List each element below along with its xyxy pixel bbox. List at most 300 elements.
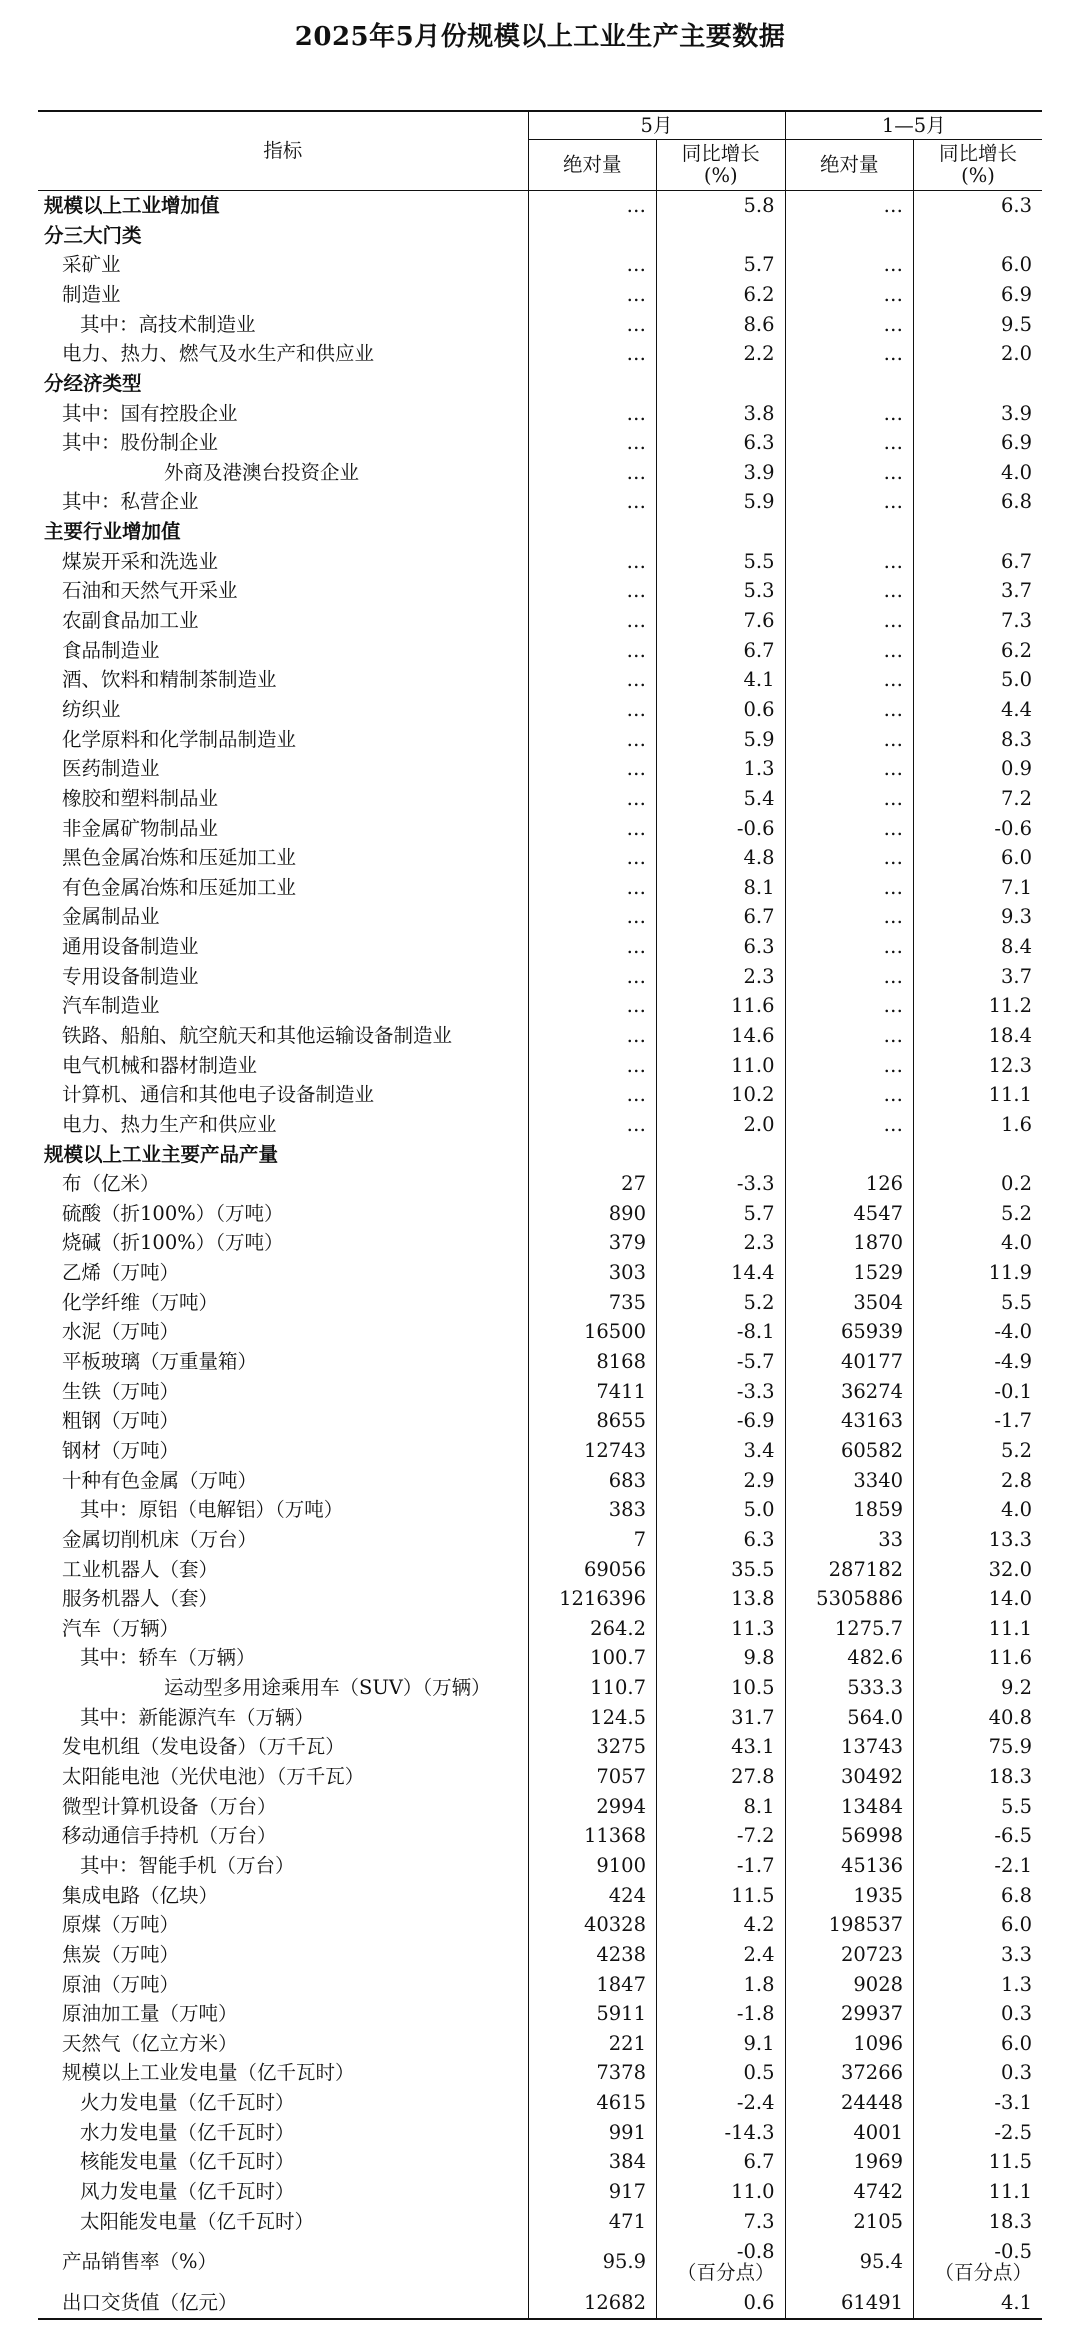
cell-value: … (626, 194, 646, 218)
jan-may-absolute-cell (785, 991, 914, 1021)
cell-value: 5.5 (1001, 1794, 1033, 1818)
row-label: 其中：国有控股企业 (38, 398, 528, 428)
table-row (38, 1525, 1042, 1555)
table-row (38, 725, 1042, 755)
may-absolute-cell (528, 369, 657, 399)
table-row (38, 1703, 1042, 1733)
cell-value: 11.5 (731, 1883, 775, 1907)
jan-may-absolute-cell (785, 1495, 914, 1525)
cell-value: 4.0 (1001, 1498, 1033, 1522)
indicator-header: 指标 (38, 111, 528, 191)
row-label: 水力发电量（亿千瓦时） (38, 2118, 528, 2148)
cell-value: 7057 (596, 1765, 646, 1789)
cell-value: 6.2 (1001, 638, 1033, 662)
may-absolute-cell (528, 250, 657, 280)
may-yoy-cell (657, 2288, 786, 2319)
cell-value: 11.2 (988, 994, 1033, 1018)
cell-value: 5.0 (743, 1498, 775, 1522)
may-absolute-cell (528, 1940, 657, 1970)
jan-may-absolute-cell (785, 1821, 914, 1851)
cell-value: … (883, 786, 904, 810)
cell-value: 18.3 (988, 2209, 1033, 2233)
cell-value: 2.0 (1001, 342, 1033, 366)
cell-value: 11.9 (988, 1261, 1033, 1285)
cell-value: 1969 (853, 2150, 904, 2174)
cell-value: -2.4 (736, 2091, 775, 2115)
cell-value: … (883, 253, 904, 277)
may-yoy-cell (657, 1080, 786, 1110)
cell-value: 69056 (583, 1557, 646, 1581)
table-header (38, 111, 1042, 191)
cell-value: 4001 (853, 2120, 904, 2144)
cell-value: 5.2 (743, 1290, 775, 1314)
cell-value: … (883, 727, 904, 751)
cell-value: 7378 (596, 2061, 646, 2085)
jan-may-yoy-cell (914, 517, 1043, 547)
jan-may-yoy-cell (914, 1999, 1043, 2029)
row-label: 其中：轿车（万辆） (38, 1643, 528, 1673)
row-label: 纺织业 (38, 695, 528, 725)
jan-may-absolute-cell (785, 1643, 914, 1673)
may-absolute-cell (528, 1999, 657, 2029)
cell-value: 0.6 (743, 2291, 775, 2315)
may-yoy-cell (657, 1792, 786, 1822)
table-row (38, 902, 1042, 932)
cell-value: -2.5 (994, 2120, 1033, 2144)
cell-value: 5.2 (1001, 1201, 1033, 1225)
table-row (38, 1258, 1042, 1288)
may-yoy-cell (657, 695, 786, 725)
cell-value: 2.9 (743, 1468, 775, 1492)
cell-value: -3.3 (736, 1172, 775, 1196)
section-row (38, 517, 1042, 547)
row-label: 火力发电量（亿千瓦时） (38, 2088, 528, 2118)
cell-value: … (626, 697, 646, 721)
cell-value: 4238 (596, 1942, 646, 1966)
cell-value: 40.8 (988, 1705, 1033, 1729)
cell-value: 4742 (853, 2179, 904, 2203)
jan-may-yoy-cell (914, 1732, 1043, 1762)
cell-value: -1.7 (994, 1409, 1033, 1433)
cell-value: 3340 (853, 1468, 904, 1492)
jan-may-yoy-cell (914, 1495, 1043, 1525)
may-yoy-cell (657, 221, 786, 251)
jan-may-absolute-cell (785, 2236, 914, 2288)
table-row (38, 873, 1042, 903)
jan-may-yoy-cell (914, 1140, 1043, 1170)
jan-may-yoy-cell (914, 1021, 1043, 1051)
cell-value: 7.3 (743, 2209, 775, 2233)
jan-may-yoy-cell (914, 310, 1043, 340)
cell-value: 4.1 (1001, 2291, 1033, 2315)
may-absolute-cell (528, 1910, 657, 1940)
may-absolute-cell (528, 1317, 657, 1347)
table-row (38, 1792, 1042, 1822)
may-absolute-cell (528, 458, 657, 488)
jan-may-yoy-cell (914, 2088, 1043, 2118)
jan-may-yoy-cell (914, 1169, 1043, 1199)
jan-may-yoy-cell (914, 754, 1043, 784)
table-row (38, 1406, 1042, 1436)
cell-value: 6.0 (1001, 2031, 1033, 2055)
table-row (38, 1584, 1042, 1614)
jan-may-yoy-cell (914, 813, 1043, 843)
cell-value: … (883, 668, 904, 692)
cell-value: 564.0 (847, 1705, 904, 1729)
may-yoy-cell (657, 1940, 786, 1970)
cell-value: 303 (608, 1261, 646, 1285)
table-row (38, 339, 1042, 369)
may-absolute-cell (528, 606, 657, 636)
cell-value: 7.3 (1001, 609, 1033, 633)
cell-value: 40177 (840, 1350, 904, 1374)
jan-may-absolute-cell (785, 1080, 914, 1110)
table-row (38, 1881, 1042, 1911)
jan-may-yoy-cell (914, 1821, 1043, 1851)
may-absolute-cell (528, 1732, 657, 1762)
may-yoy-cell (657, 1614, 786, 1644)
jan-may-yoy-header: 同比增长 (%) (914, 140, 1043, 191)
cell-value: 1096 (853, 2031, 904, 2055)
cell-value: 9.3 (1001, 905, 1033, 929)
table-row (38, 636, 1042, 666)
may-absolute-cell (528, 1051, 657, 1081)
row-label: 酒、饮料和精制茶制造业 (38, 665, 528, 695)
cell-value: 61491 (840, 2291, 904, 2315)
may-yoy-cell (657, 902, 786, 932)
jan-may-yoy-cell (914, 784, 1043, 814)
cell-value: 5.8 (743, 194, 775, 218)
may-absolute-cell (528, 754, 657, 784)
cell-value: … (626, 964, 646, 988)
row-label: 汽车制造业 (38, 991, 528, 1021)
table-row (38, 1614, 1042, 1644)
cell-value: 6.7 (743, 638, 775, 662)
row-label: 原油加工量（万吨） (38, 1999, 528, 2029)
jan-may-absolute-cell (785, 398, 914, 428)
jan-may-yoy-cell (914, 1792, 1043, 1822)
table-row (38, 1554, 1042, 1584)
cell-value: 14.4 (731, 1261, 775, 1285)
row-label: 非金属矿物制品业 (38, 813, 528, 843)
may-yoy-cell (657, 458, 786, 488)
jan-may-absolute-cell (785, 1762, 914, 1792)
jan-may-yoy-cell (914, 1940, 1043, 1970)
cell-value: … (883, 905, 904, 929)
cell-value: … (883, 1053, 904, 1077)
jan-may-yoy-cell (914, 1406, 1043, 1436)
table-row (38, 2118, 1042, 2148)
may-yoy-cell (657, 517, 786, 547)
cell-value: 9028 (853, 1972, 904, 1996)
cell-value: 30492 (840, 1765, 904, 1789)
cell-value: 6.2 (743, 282, 775, 306)
table-row (38, 398, 1042, 428)
table-row (38, 1110, 1042, 1140)
jan-may-absolute-cell (785, 280, 914, 310)
jan-may-yoy-cell (914, 1762, 1043, 1792)
cell-value: 75.9 (988, 1735, 1033, 1759)
may-absolute-cell (528, 428, 657, 458)
cell-value: … (626, 549, 646, 573)
may-absolute-cell (528, 843, 657, 873)
cell-value: 9.8 (743, 1646, 775, 1670)
may-yoy-cell (657, 754, 786, 784)
jan-may-yoy-cell (914, 1851, 1043, 1881)
cell-value: 29937 (840, 2002, 904, 2026)
row-label: 核能发电量（亿千瓦时） (38, 2147, 528, 2177)
cell-value: 1859 (853, 1498, 904, 1522)
jan-may-absolute-cell (785, 695, 914, 725)
cell-value: 8.6 (743, 312, 775, 336)
cell-value: 43.1 (731, 1735, 775, 1759)
cell-value: … (626, 816, 646, 840)
cell-value: 110.7 (590, 1676, 646, 1700)
cell-value: … (626, 282, 646, 306)
table-row (38, 2029, 1042, 2059)
cell-value: 5.9 (743, 727, 775, 751)
cell-value: 8.3 (1001, 727, 1033, 751)
jan-may-yoy-cell (914, 873, 1043, 903)
may-absolute-cell (528, 1703, 657, 1733)
cell-value: 0.2 (1001, 1172, 1033, 1196)
cell-value: 1.8 (743, 1972, 775, 1996)
jan-may-yoy-cell (914, 1288, 1043, 1318)
cell-value: 13.3 (988, 1527, 1033, 1551)
cell-value: 13484 (840, 1794, 904, 1818)
jan-may-absolute-cell (785, 339, 914, 369)
row-label: 移动通信手持机（万台） (38, 1821, 528, 1851)
table-row (38, 1673, 1042, 1703)
cell-value: … (883, 1083, 904, 1107)
cell-value: 6.8 (1001, 490, 1033, 514)
cell-value: -1.8 (736, 2002, 775, 2026)
row-label: 金属切削机床（万台） (38, 1525, 528, 1555)
may-absolute-cell (528, 1288, 657, 1318)
may-yoy-cell (657, 1021, 786, 1051)
jan-may-yoy-cell (914, 695, 1043, 725)
may-yoy-cell (657, 991, 786, 1021)
may-absolute-cell (528, 280, 657, 310)
table-row (38, 1169, 1042, 1199)
table-row (38, 2288, 1042, 2319)
cell-value: 221 (608, 2031, 646, 2055)
cell-value: … (626, 401, 646, 425)
cell-value: 3.8 (743, 401, 775, 425)
table-row (38, 487, 1042, 517)
cell-value: … (883, 994, 904, 1018)
may-absolute-cell (528, 1466, 657, 1496)
row-label: 布（亿米） (38, 1169, 528, 1199)
row-label: 通用设备制造业 (38, 932, 528, 962)
cell-value: 2.0 (743, 1112, 775, 1136)
cell-value: -1.7 (736, 1853, 775, 1877)
may-absolute-cell (528, 1881, 657, 1911)
cell-value: -6.9 (736, 1409, 775, 1433)
jan-may-absolute-cell (785, 2088, 914, 2118)
table-row (38, 932, 1042, 962)
jan-may-yoy-cell (914, 576, 1043, 606)
cell-value: 16500 (583, 1320, 646, 1344)
cell-value: 45136 (840, 1853, 904, 1877)
cell-value: 9.1 (743, 2031, 775, 2055)
cell-value: 9.5 (1001, 312, 1033, 336)
may-yoy-cell (657, 1851, 786, 1881)
cell-value: 6.0 (1001, 846, 1033, 870)
cell-value: … (626, 727, 646, 751)
row-label: 有色金属冶炼和压延加工业 (38, 873, 528, 903)
jan-may-yoy-cell (914, 2236, 1043, 2288)
may-yoy-cell (657, 1466, 786, 1496)
cell-value: 11.1 (988, 2179, 1033, 2203)
cell-value: -14.3 (724, 2120, 775, 2144)
may-absolute-cell (528, 1673, 657, 1703)
cell-value: … (626, 1083, 646, 1107)
cell-value: 0.3 (1001, 2002, 1033, 2026)
jan-may-absolute-cell (785, 1466, 914, 1496)
jan-may-yoy-cell (914, 1051, 1043, 1081)
cell-value: 65939 (840, 1320, 904, 1344)
jan-may-absolute-cell (785, 665, 914, 695)
may-absolute-cell (528, 932, 657, 962)
row-label: 生铁（万吨） (38, 1377, 528, 1407)
cell-value: … (626, 609, 646, 633)
may-yoy-cell (657, 1288, 786, 1318)
may-absolute-cell (528, 1762, 657, 1792)
may-yoy-cell (657, 1732, 786, 1762)
table-row (38, 1317, 1042, 1347)
table-row (38, 1377, 1042, 1407)
jan-may-absolute-cell (785, 2177, 914, 2207)
may-yoy-cell (657, 280, 786, 310)
cell-value: 4.0 (1001, 1231, 1033, 1255)
cell-value: 95.9 (602, 2250, 646, 2274)
may-absolute-header: 绝对量 (528, 140, 657, 191)
cell-value: 6.0 (1001, 1913, 1033, 1937)
cell-value: 8.1 (743, 1794, 775, 1818)
cell-value: -4.9 (994, 1350, 1033, 1374)
cell-value: 11.0 (731, 2179, 775, 2203)
cell-value: … (883, 431, 904, 455)
jan-may-yoy-cell (914, 1673, 1043, 1703)
may-absolute-cell (528, 1584, 657, 1614)
table-row (38, 695, 1042, 725)
cell-value: -2.1 (994, 1853, 1033, 1877)
cell-value: 890 (608, 1201, 646, 1225)
may-absolute-cell (528, 1406, 657, 1436)
cell-value: 5.7 (743, 1201, 775, 1225)
may-yoy-cell (657, 1317, 786, 1347)
may-absolute-cell (528, 1021, 657, 1051)
may-yoy-cell (657, 1258, 786, 1288)
may-yoy-cell (657, 1377, 786, 1407)
jan-may-absolute-cell (785, 2147, 914, 2177)
jan-may-yoy-cell (914, 1525, 1043, 1555)
cell-value: 43163 (840, 1409, 904, 1433)
table-row (38, 1080, 1042, 1110)
table-row (38, 1466, 1042, 1496)
cell-value: … (883, 1112, 904, 1136)
table-row (38, 606, 1042, 636)
cell-value: 3.7 (1001, 579, 1033, 603)
jan-may-absolute-cell (785, 813, 914, 843)
cell-value: … (883, 194, 904, 218)
cell-value: 1870 (853, 1231, 904, 1255)
jan-may-yoy-cell (914, 2147, 1043, 2177)
table-row (38, 1821, 1042, 1851)
cell-value: 11.0 (731, 1053, 775, 1077)
may-yoy-cell (657, 2118, 786, 2148)
may-yoy-cell (657, 398, 786, 428)
table-row (38, 1910, 1042, 1940)
may-absolute-cell (528, 1643, 657, 1673)
cell-value: … (883, 757, 904, 781)
cell-value: … (883, 342, 904, 366)
jan-may-absolute-cell (785, 1614, 914, 1644)
cell-value: … (626, 431, 646, 455)
cell-value: 5.7 (743, 253, 775, 277)
row-label: 其中：智能手机（万台） (38, 1851, 528, 1881)
cell-value: 33 (878, 1527, 904, 1551)
cell-value: 8168 (596, 1350, 646, 1374)
may-header: 5月 (528, 111, 785, 140)
table-row (38, 1732, 1042, 1762)
cell-value: -5.7 (736, 1350, 775, 1374)
may-absolute-cell (528, 576, 657, 606)
jan-may-absolute-cell (785, 428, 914, 458)
may-absolute-cell (528, 1347, 657, 1377)
may-yoy-cell (657, 1554, 786, 1584)
cell-value: 482.6 (847, 1646, 904, 1670)
row-label: 天然气（亿立方米） (38, 2029, 528, 2059)
table-row (38, 2147, 1042, 2177)
jan-may-yoy-cell (914, 369, 1043, 399)
may-yoy-cell (657, 369, 786, 399)
may-yoy-cell (657, 636, 786, 666)
cell-value: -0.6 (994, 816, 1033, 840)
may-absolute-cell (528, 221, 657, 251)
jan-may-yoy-cell (914, 1643, 1043, 1673)
may-absolute-cell (528, 1436, 657, 1466)
cell-value: 6.7 (743, 905, 775, 929)
jan-may-absolute-cell (785, 1673, 914, 1703)
jan-may-yoy-cell (914, 339, 1043, 369)
cell-value: 6.7 (743, 2150, 775, 2174)
cell-value: 12682 (583, 2291, 646, 2315)
may-absolute-cell (528, 1792, 657, 1822)
jan-may-yoy-cell (914, 1347, 1043, 1377)
cell-value: 917 (608, 2179, 646, 2203)
may-absolute-cell (528, 813, 657, 843)
cell-value: … (626, 668, 646, 692)
jan-may-yoy-cell (914, 458, 1043, 488)
may-absolute-cell (528, 2177, 657, 2207)
jan-may-absolute-header: 绝对量 (785, 140, 914, 191)
jan-may-yoy-cell (914, 962, 1043, 992)
may-absolute-cell (528, 1140, 657, 1170)
cell-value: 1847 (596, 1972, 646, 1996)
jan-may-header: 1—5月 (785, 111, 1042, 140)
cell-value: 37266 (840, 2061, 904, 2085)
may-yoy-cell (657, 1406, 786, 1436)
row-label: 太阳能发电量（亿千瓦时） (38, 2207, 528, 2237)
cell-value: 13743 (840, 1735, 904, 1759)
may-yoy-cell (657, 962, 786, 992)
cell-value: -4.0 (994, 1320, 1033, 1344)
row-label: 计算机、通信和其他电子设备制造业 (38, 1080, 528, 1110)
row-label: 专用设备制造业 (38, 962, 528, 992)
table-row (38, 1288, 1042, 1318)
